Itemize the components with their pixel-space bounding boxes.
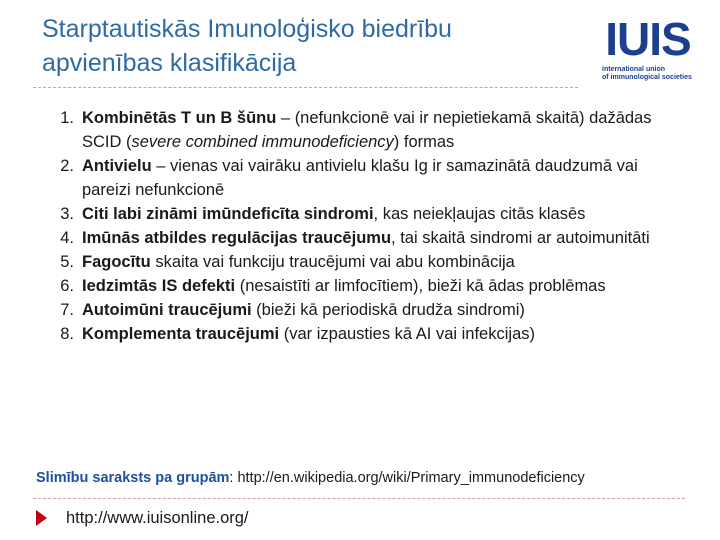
item-description: (nesaistīti ar limfocītiem), bieži kā ādas problēmas	[235, 277, 606, 295]
item-number: 8.	[60, 325, 74, 343]
slide-title	[42, 12, 582, 80]
item-category: Autoimūni traucējumi	[82, 301, 252, 319]
disease-list-link[interactable]: http://en.wikipedia.org/wiki/Primary_immunodeficiency	[237, 470, 585, 486]
item-number: 6.	[60, 277, 74, 295]
item-description: (var izpausties kā AI vai infekcijas)	[279, 325, 535, 343]
slide-title-line-1: Starptautiskās Imunoloģisko biedrību	[42, 15, 452, 43]
iuis-logo-subtitle	[602, 66, 702, 82]
item-description: (bieži kā periodiskā drudža sindromi)	[251, 301, 525, 319]
disease-list-label: Slimību saraksts pa grupām	[36, 470, 230, 486]
item-description: – vienas vai vairāku antivielu klašu Ig ir samazinātā daudzumā vai pareizi nefunkcionē	[82, 157, 638, 199]
item-number: 3.	[60, 205, 74, 223]
iuis-logo-subtitle-line-1: international union	[602, 66, 665, 73]
classification-list	[46, 106, 686, 346]
footer-divider	[33, 498, 685, 499]
iuis-logo	[592, 14, 704, 90]
item-category: Iedzimtās IS defekti	[82, 277, 236, 295]
bullet-arrow-icon	[36, 510, 47, 526]
iuis-website-link[interactable]: http://www.iuisonline.org/	[66, 509, 249, 527]
item-number: 4.	[60, 229, 74, 247]
disease-list-separator: :	[229, 470, 238, 486]
item-description-end: ) formas	[393, 133, 455, 151]
item-description: skaita vai funkciju traucējumi vai abu kombinācija	[150, 253, 515, 271]
item-category: Imūnās atbildes regulācijas traucējumu	[82, 229, 392, 247]
item-number: 5.	[60, 253, 74, 271]
item-description: – (nefunkcionē vai ir nepietiekamā skaitā) dažādas SCID (	[82, 109, 652, 151]
iuis-logo-letters: IUIS	[605, 13, 691, 65]
classification-item	[46, 274, 686, 298]
item-description: , kas neiekļaujas citās klasēs	[373, 205, 586, 223]
item-category: Antivielu	[82, 157, 152, 175]
item-category: Fagocītu	[82, 253, 151, 271]
classification-item	[46, 250, 686, 274]
item-category: Komplementa traucējumi	[82, 325, 280, 343]
classification-item	[46, 298, 686, 322]
disease-list-reference	[36, 468, 706, 488]
item-number: 7.	[60, 301, 74, 319]
classification-item	[46, 202, 686, 226]
classification-item	[46, 154, 686, 202]
item-category: Citi labi zināmi imūndeficīta sindromi	[82, 205, 374, 223]
slide-title-line-2: apvienības klasifikācija	[42, 49, 297, 77]
item-description: , tai skaitā sindromi ar autoimunitāti	[391, 229, 650, 247]
iuis-logo-subtitle-line-2: of immunological societies	[602, 74, 692, 81]
classification-item	[46, 106, 686, 154]
title-divider	[33, 87, 578, 88]
classification-item	[46, 322, 686, 346]
item-description-italic: severe combined immunodeficiency	[131, 133, 394, 151]
item-number: 2.	[60, 157, 74, 175]
item-category: Kombinētās T un B šūnu	[82, 109, 277, 127]
classification-item	[46, 226, 686, 250]
item-number: 1.	[60, 109, 74, 127]
